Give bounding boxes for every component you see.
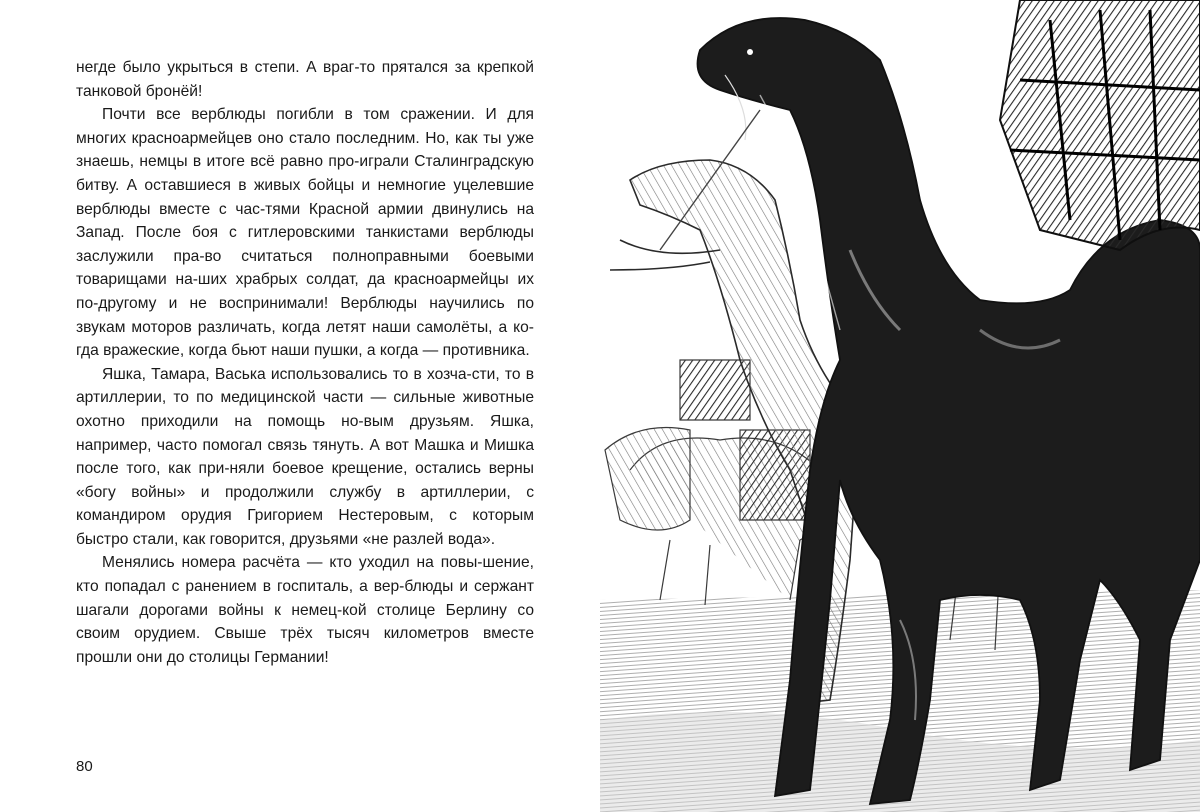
page-number: 80 [76,758,93,775]
paragraph-3: Яшка, Тамара, Васька использовались то в хозча-сти, то в артиллерии, то по медицинской части — сильные животные охотно приходили на помощь но-вым друзьям. Яшка, например, часто помогал связь тянуть. А вот Машка и Мишка после того, как при-няли боевое крещение, остались верны «богу войны» и продолжили службу в артиллерии, с командиром орудия Григорием Нестеровым, с которым быстро стали, как говорится, друзьями «не разлей вода». [76,365,534,548]
paragraph-4: Менялись номера расчёта — кто уходил на повы-шение, кто попадал с ранением в госпиталь, а вер-блюды и сержант шагали дорогами войны к немец-кой столице Берлину со своим орудием. Свыше трёх тысяч километров вместе прошли они до столицы Германии! [76,554,534,666]
paragraph-2: Почти все верблюды погибли в том сражении. И для многих красноармейцев оно стало последним. Но, как ты уже знаешь, немцы в итоге всё равно про-играли Сталинградскую битву. А оставшиеся в живых бойцы и немногие уцелевшие верблюды вместе с час-тями Красной армии двинулись на Запад. После боя с гитлеровскими танкистами верблюды заслужили пра-во считаться полноправными боевыми товарищами на-ших храбрых солдат, да красноармейцы их по-другому и не воспринимали! Верблюды научились по звукам моторов различать, когда летят наши самолёты, а ко-гда вражеские, когда бьют наши пушки, а когда — противника. [76,106,534,360]
paragraph-1: негде было укрыться в степи. А враг-то прятался за крепкой танковой бронёй! [76,59,534,100]
text-block [76,56,534,669]
camel-illustration [600,0,1200,812]
cargo-pack [1000,0,1200,250]
camel-eye [747,49,753,55]
right-page [600,0,1200,812]
